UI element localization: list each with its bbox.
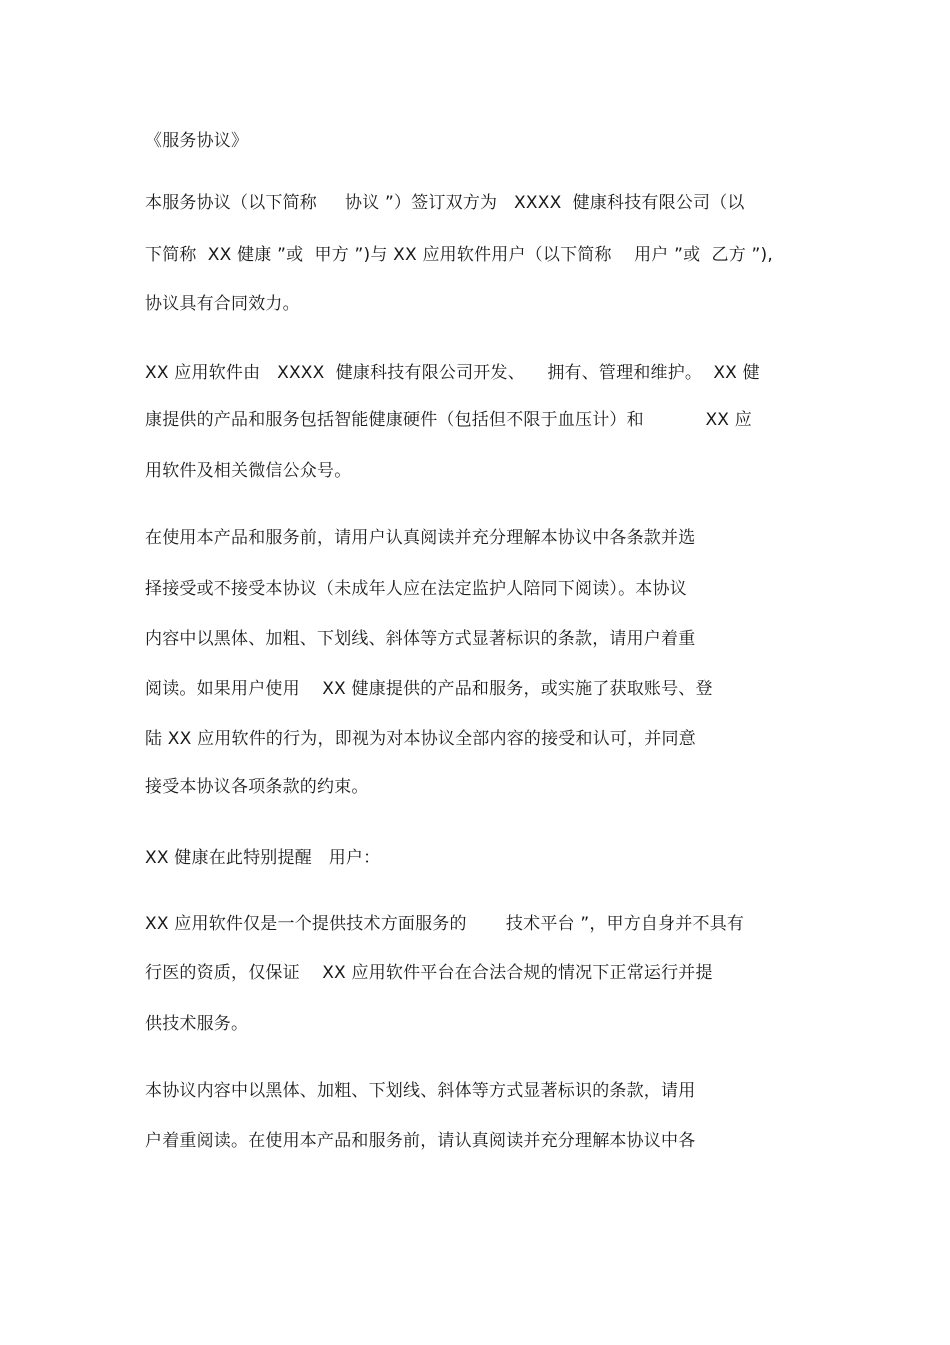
paragraph-line: 接受本协议各项条款的约束。 (145, 777, 369, 797)
paragraph-line: 协议具有合同效力。 (145, 294, 300, 314)
paragraph-line: 在使用本产品和服务前，请用户认真阅读并充分理解本协议中各条款并选 (145, 528, 696, 548)
document-title: 《服务协议》 (145, 131, 249, 151)
paragraph-line: 陆 XX 应用软件的行为，即视为对本协议全部内容的接受和认可，并同意 (145, 729, 696, 749)
paragraph-line: XX 应用软件由 XXXX 健康科技有限公司开发、 拥有、管理和维护。 XX 健 (145, 363, 760, 383)
paragraph-line: 本服务协议（以下简称 协议 ”）签订双方为 XXXX 健康科技有限公司（以 (145, 193, 745, 213)
paragraph-line: 下简称 XX 健康 ”或 甲方 ”)与 XX 应用软件用户（以下简称 用户 ”或 乙方 ”), (145, 245, 773, 265)
paragraph-line: 行医的资质，仅保证 XX 应用软件平台在合法合规的情况下正常运行并提 (145, 963, 713, 983)
paragraph-line: 用软件及相关微信公众号。 (145, 461, 352, 481)
paragraph-line: 内容中以黑体、加粗、下划线、斜体等方式显著标识的条款，请用户着重 (145, 629, 696, 649)
paragraph-line: 供技术服务。 (145, 1014, 249, 1034)
paragraph-line: XX 健康在此特别提醒 用户： (145, 848, 381, 868)
paragraph-line: 本协议内容中以黑体、加粗、下划线、斜体等方式显著标识的条款，请用 (145, 1081, 696, 1101)
paragraph-line: 康提供的产品和服务包括智能健康硬件（包括但不限于血压计）和 XX 应 (145, 410, 752, 430)
paragraph-line: 户着重阅读。在使用本产品和服务前，请认真阅读并充分理解本协议中各 (145, 1131, 696, 1151)
paragraph-line: 阅读。如果用户使用 XX 健康提供的产品和服务，或实施了获取账号、登 (145, 679, 713, 699)
paragraph-line: 择接受或不接受本协议（未成年人应在法定监护人陪同下阅读）。本协议 (145, 579, 687, 599)
paragraph-line: XX 应用软件仅是一个提供技术方面服务的 技术平台 ”，甲方自身并不具有 (145, 914, 745, 934)
